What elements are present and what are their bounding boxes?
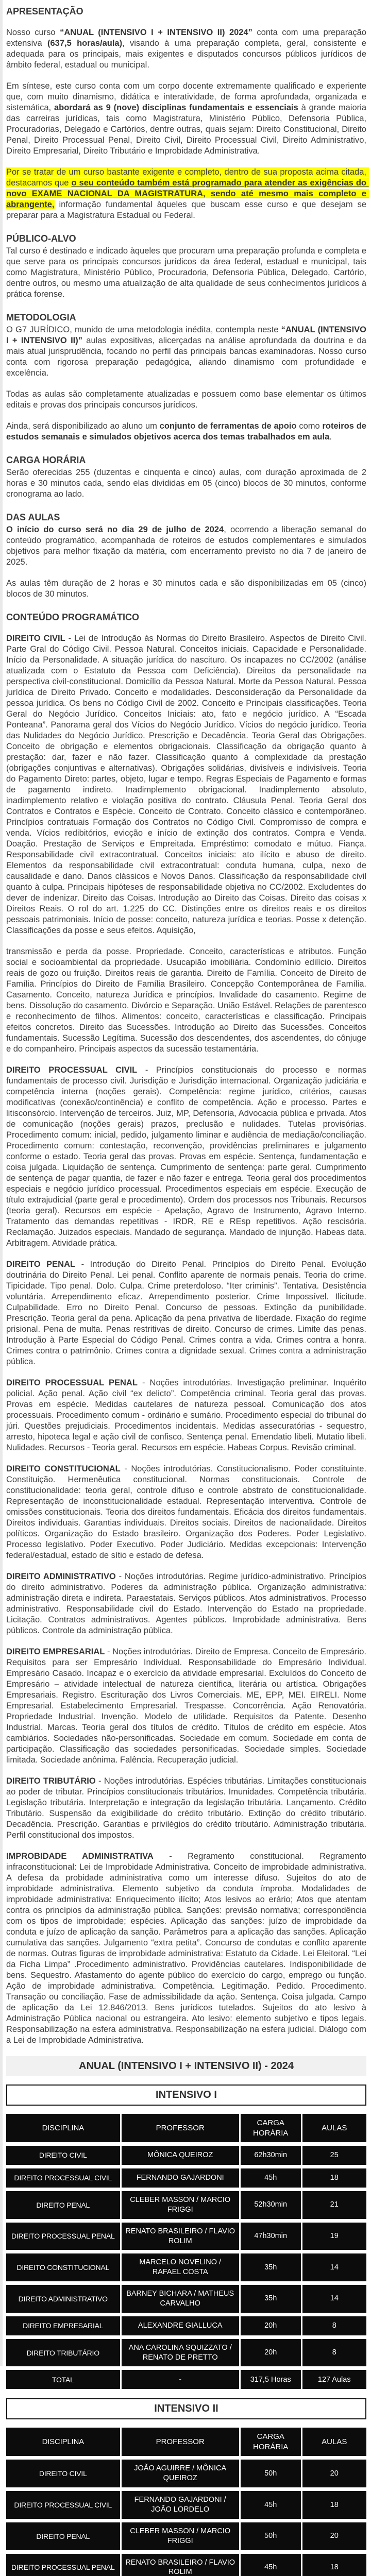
table-cell: 45h: [241, 2554, 301, 2576]
table-cell: 45h: [241, 2168, 301, 2188]
text-run: , ocorrendo a liberação semanal do conteúdo programático, acompanhada de roteiros de estudos complementares e simulados objetivos para melhor fixação da matéria, com encerramento previsto no dia 7 de janeiro de 2025.: [6, 525, 369, 567]
paragraph: [6, 578, 366, 600]
table-cell: JOÃO AGUIRRE / MÔNICA QUEIROZ: [122, 2460, 239, 2487]
paragraph: [6, 1776, 366, 1841]
table-cell: 18: [302, 2491, 366, 2519]
text-run: conjunto de ferramentas de apoio: [160, 421, 297, 431]
table-header-row: [6, 2428, 366, 2456]
section-heading: METODOLOGIA: [6, 312, 366, 323]
column-header: CARGA HORÁRIA: [241, 2114, 301, 2142]
table-cell: DIREITO PROCESSUAL CIVIL: [6, 2168, 120, 2188]
table-cell: 14: [302, 2253, 366, 2281]
table-title-intensivo-1: INTENSIVO I: [6, 2084, 366, 2106]
table-cell: DIREITO CIVIL: [6, 2146, 120, 2165]
table-cell: 21: [302, 2191, 366, 2219]
table-cell: 18: [302, 2168, 366, 2188]
table-cell: 127 Aulas: [302, 2370, 366, 2389]
table-cell: RENATO BRASILEIRO / FLAVIO ROLIM: [122, 2223, 239, 2250]
paragraph: [6, 524, 366, 568]
table-row: [6, 2146, 366, 2165]
table-cell: ALEXANDRE GIALLUCA: [122, 2316, 239, 2335]
table-cell: 35h: [241, 2253, 301, 2281]
table-cell: DIREITO ADMINISTRATIVO: [6, 2285, 120, 2313]
paragraph: [6, 633, 366, 936]
table-cell: FERNANDO GAJARDONI / JOÃO LORDELO: [122, 2491, 239, 2519]
text-run: - Noções introdutórias. Espécies tributárias. Limitações constitucionais ao poder de tributar. Princípios constitucionais tributários. Imunidades. Competência tributária. Legislação tributária. Interpretação e integração da legislação tributária. Lançamento. Crédito Tributário. Suspensão da exigibilidade do crédito tributário. Extinção do crédito tributário. Decadência. Prescrição. Garantias e privilégios do crédito tributário. Administração tributária. Perfil constitucional dos impostos.: [6, 1776, 369, 1840]
section-heading: DAS AULAS: [6, 512, 366, 523]
paragraph: [6, 946, 366, 1055]
paragraph: [6, 27, 366, 71]
paragraph: [6, 167, 366, 221]
table-cell: DIREITO PROCESSUAL PENAL: [6, 2554, 120, 2576]
text-run: O início do curso será no dia 29 de julho de 2024: [6, 525, 224, 534]
text-run: informação fundamental àqueles que buscam esse curso e que desejam se preparar para a Magistratura Estadual ou Federal.: [6, 200, 369, 220]
table-cell: DIREITO EMPRESARIAL: [6, 2316, 120, 2335]
text-run: Tal curso é destinado e indicado àqueles que procuram uma preparação profunda e completa e que serve para os principais concursos jurídicos da área federal, estadual e municipal, tais como Magistratura, Ministério Público, Procuradoria, Defensoria Pública, Delegado, Cartório, dentre outros, ou mesmo uma atualização de alta qualidade de seus conhecimentos jurídicos à prática forense.: [6, 246, 369, 299]
text-run: DIREITO PROCESSUAL CIVIL: [6, 1065, 137, 1075]
paragraph: [6, 467, 366, 500]
table-row: [6, 2491, 366, 2519]
table-cell: 50h: [241, 2460, 301, 2487]
table-cell: 19: [302, 2223, 366, 2250]
text-run: Por se tratar de um curso bastante exigente e completo, dentro de sua proposta acima citada, destacamos que: [6, 167, 369, 188]
table-cell: DIREITO PROCESSUAL PENAL: [6, 2223, 120, 2250]
text-run: Em síntese, este curso conta com um corpo docente extremamente qualificado e experiente que, com muito dinamismo, didática e interatividade, de forma aprofundada, organizada e sistemática,: [6, 81, 369, 112]
text-run: DIREITO EMPRESARIAL: [6, 1647, 105, 1656]
paragraph: [6, 325, 366, 379]
text-run: DIREITO ADMINISTRATIVO: [6, 1572, 116, 1581]
table-row: [6, 2370, 366, 2389]
table-cell: CLEBER MASSON / MARCIO FRIGGI: [122, 2522, 239, 2550]
text-run: DIREITO PROCESSUAL PENAL: [6, 1378, 138, 1387]
column-header: CARGA HORÁRIA: [241, 2428, 301, 2456]
table-cell: DIREITO PENAL: [6, 2191, 120, 2219]
text-run: DIREITO TRIBUTÁRIO: [6, 1776, 96, 1786]
table-cell: DIREITO PENAL: [6, 2522, 120, 2550]
text-run: - Regramento constitucional. Regramento infraconstitucional: Lei de Improbidade Administrativa. Conceito de improbidade administrativa. A defesa da probidade administrativa como um interesse difuso. Sujeitos do ato de improbidade administrativa. Elemento subjetivo da conduta ímproba. Modalidades de improbidade administrativa: Enriquecimento ilícito; Atos lesivos ao erário; Atos que atentam contra os princípios da administração pública. Sanções: previsão normativa; correspondência com os tipos de improbidade; espécies. Aplicação das sanções: juízo de improbidade da conduta e juízo de aplicação da sanção. Parâmetros para a aplicação das sanções. Aplicação cumulativa das sanções. Julgamento “extra petita”. Concurso de condutas e conflito aparente de normas. Outras figuras de improbidade administrativa: Estatuto da Cidade. Lei Eleitoral. “Lei da Ficha Limpa” .Procedimento administrativo. Providências cautelares. Indisponibilidade de bens. Sequestro. Afastamento do agente público do exercício do cargo, emprego ou função. Ação de improbidade administrativa. Competência. Legitimação. Pedido. Procedimento. Transação ou conciliação. Fase de admissibilidade da ação. Sentença. Coisa julgada. Campo de aplicação da Lei 12.846/2013. Bens jurídicos tutelados. Sujeitos do ato lesivo à Administração Pública nacional ou estrangeira. Ato lesivo: elemento subjetivo e tipos legais. Responsabilização na esfera administrativa. Responsabilização na esfera judicial. Diálogo com a Lei de Improbidade Administrativa.: [6, 1852, 369, 2045]
table-title-intensivo-2: INTENSIVO II: [6, 2398, 366, 2419]
text-run: o seu conteúdo também está programado para atender as exigências do novo EXAME NACIONAL DA MAGISTRATURA: [6, 178, 369, 198]
text-run: - Princípios constitucionais do processo e normas fundamentais de processo civil. Jurisdição e Jurisdição internacional. Organização judiciária e competência interna (noções gerais). Competência: regime jurídico, critérios, causas modificativas (conexão/continência) e conflito de competência. Ação e processo. Partes e litisconsórcio. Intervenção de terceiros. Juiz, MP, Defensoria, Advocacia pública e privada. Atos de comunicação (noções gerais) prazos, preclusão e nulidades. Tutelas provisórias. Procedimento comum: inicial, pedido, julgamento liminar e audiência de mediação/conciliação. Procedimento comum: contestação, reconvenção, providências preliminares e julgamento conforme o estado. Teoria geral das provas. Provas em espécie. Sentença, fundamentação e coisa julgada. Liquidação de sentença. Cumprimento de sentença: parte geral. Cumprimento de sentença de pagar quantia, de fazer e não fazer e entrega. Teoria geral dos procedimentos especiais e negócio jurídico processual. Procedimentos especiais em espécie. Execução de título extrajudicial (parte geral e procedimento). Ordem dos processos nos Tribunais. Recursos (teoria geral). Recursos em espécie - Apelação, Agravo de Instrumento, Agravo Interno. Tratamento das demandas repetitivas - IRDR, RE e REsp repetitivos. Ação rescisória. Reclamação. Juizados especiais. Mandado de segurança. Mandado de injunção. Habeas data. Arbitragem. Atividade prática.: [6, 1065, 369, 1248]
section-carga-horaria: [6, 455, 366, 500]
text-run: “ANUAL (INTENSIVO I + INTENSIVO II) 2024”: [60, 28, 252, 37]
table-cell: TOTAL: [6, 2370, 120, 2389]
table-cell: ANA CAROLINA SQUIZZATO / RENATO DE PRETTO: [122, 2339, 239, 2367]
section-heading: CARGA HORÁRIA: [6, 455, 366, 466]
text-run: “ANUAL (INTENSIVO I + INTENSIVO II)”: [6, 325, 369, 345]
table-cell: CLEBER MASSON / MARCIO FRIGGI: [122, 2191, 239, 2219]
paragraph: [6, 1065, 366, 1249]
table-cell: DIREITO TRIBUTÁRIO: [6, 2339, 120, 2367]
table-row: [6, 2191, 366, 2219]
paragraph: [6, 389, 366, 411]
table-cell: 20: [302, 2460, 366, 2487]
text-run: Nosso curso: [6, 28, 60, 37]
table-cell: DIREITO PROCESSUAL CIVIL: [6, 2491, 120, 2519]
table-cell: 18: [302, 2554, 366, 2576]
table-row: [6, 2168, 366, 2188]
column-header: AULAS: [302, 2428, 366, 2456]
text-run: como: [297, 421, 323, 431]
table-cell: 45h: [241, 2491, 301, 2519]
schedule-tables: [6, 2084, 366, 2576]
text-run: - Lei de Introdução às Normas do Direito Brasileiro. Aspectos de Direito Civil. Parte Gral do Código Civil. Pessoa Natural. Conceitos iniciais. Capacidade e Personalidade. Início da Personalidade. A situação jurídica do nascituro. Os incapazes no CC/2002 (análise atualizada com o Estatuto da Pessoa com Deficiência). Direitos da personalidade na perspectiva civil-constitucional. Domicílio da Pessoa Natural. Morte da Pessoa Natural. Pessoa jurídica de Direito Privado. Conceito e modalidades. Desconsideração da Personalidade da pessoa jurídica. Os bens no Código Civil de 2002. Conceito e Principais classificações. Teoria Geral do Negócio Jurídico. Conceitos Iniciais: ato, fato e negócio jurídico. A “Escada Ponteana”. Panorama geral dos Vícios do Negócio Jurídico. Vícios do negócio jurídico. Teoria das Nulidades do Negócio Jurídico. Prescrição e Decadência. Teoria Geral das Obrigações. Conceito de obrigação e elementos obrigacionais. Classificação da obrigação quanto à prestação: dar, fazer e não fazer. Classificação quanto à complexidade da prestação (obrigações conjuntivas e alternativas). Obrigações solidárias, divisíveis e indivisíveis. Teoria do Pagamento Direto: partes, objeto, lugar e tempo. Regras Especiais de Pagamento e formas de pagamento indireto. Inadimplemento obrigacional. Inadimplemento absoluto, inadimplemento relativo e violação positiva do contrato. Cláusula Penal. Teoria Geral dos Contratos e Contratos e Espécie. Conceito de Contrato. Conceito clássico e contemporâneo. Princípios contratuais Formação dos Contratos no Código Civil. Compromisso de compra e venda. Vícios redibitórios, evicção e início de extinção dos contratos. Compra e Venda. Doação. Prestação de Serviços e Empreitada. Empréstimo: comodato e mútuo. Fiança. Responsabilidade civil extracontratual. Conceitos iniciais: ato ilícito e abuso de direito. Elementos da responsabilidade civil extracontratual: conduta humana, culpa, nexo de causalidade e dano. Danos clássicos e Novos Danos. Classificação da responsabilidade civil quanto à culpa. Principais hipóteses de responsabilidade objetiva no CC/2002. Excludentes do dever de indenizar. Direito das Coisas. Introdução ao Direito das Coisas. Direito das coisas x Direitos Reais. O rol do art. 1.225 do CC. Distinções entre os direitos reais e os direitos pessoais patrimoniais. Início de posse: conceito, natureza jurídica e teorias. Posse x detenção. Classificações da posse e seus efeitos. Aquisição,: [6, 634, 369, 935]
text-run: O G7 JURÍDICO, munido de uma metodologia inédita, contempla neste: [6, 325, 281, 334]
text-run: As aulas têm duração de 2 horas e 30 minutos cada e são disponibilizadas em 05 (cinco) blocos de 30 minutos.: [6, 579, 369, 599]
table-cell: DIREITO CONSTITUCIONAL: [6, 2253, 120, 2281]
table-cell: RENATO BRASILEIRO / FLAVIO ROLIM: [122, 2554, 239, 2576]
table-cell: 8: [302, 2339, 366, 2367]
text-run: , visando à uma preparação completa, geral, consistente e adequada para os principais, mais exigentes e disputados concursos públicos jurídicos de âmbito federal, estadual ou municipal.: [6, 39, 369, 70]
column-header: DISCIPLINA: [6, 2114, 120, 2142]
text-run: ,: [203, 189, 211, 198]
table-row: [6, 2522, 366, 2550]
section-das-aulas: [6, 512, 366, 600]
table-cell: 20h: [241, 2316, 301, 2335]
paragraph: [6, 1647, 366, 1766]
section-conteudo-programatico: [6, 612, 366, 2046]
table-cell: 8: [302, 2316, 366, 2335]
paragraph: [6, 1259, 366, 1367]
text-run: DIREITO PENAL: [6, 1260, 75, 1269]
text-run: Todas as aulas são completamente atualizadas e possuem como base elementar os últimos editais e provas dos principais concursos jurídicos.: [6, 389, 369, 410]
paragraph: [6, 1851, 366, 2046]
paragraph: [6, 1378, 366, 1453]
schedule-table-intensivo-2: [6, 2428, 366, 2576]
table-cell: FERNANDO GAJARDONI: [122, 2168, 239, 2188]
text-run: IMPROBIDADE ADMINISTRATIVA: [6, 1852, 154, 1861]
text-run: transmissão e perda da posse. Propriedade. Conceito, características e atributos. Função social e socioambiental da propriedade. Usucapião imobiliária. Condomínio edilício. Direitos reais de gozo ou fruição. Direitos reais de garantia. Direito de Família. Conceito de Direito de Família. Princípios do Direito de Família Brasileiro. Concepção Contemporânea de Família. Casamento. Conceito, natureza Jurídica e princípios. Invalidade do casamento. Regime de bens. Dissolução do casamento. Divórcio e Separação. União Estável. Relações de parentesco e reconhecimento de filhos. Alimentos: conceito, características e classificação. Principais efeitos concretos. Direito das Sucessões. Introdução ao Direito das Sucessões. Conceitos fundamentais. Sucessão Legítima. Sucessão dos descendentes, dos ascendentes, do cônjuge e do companheiro. Principais aspectos da sucessão testamentária.: [6, 947, 369, 1054]
table-row: [6, 2554, 366, 2576]
text-run: Ainda, será disponibilizado ao aluno um: [6, 421, 160, 431]
course-sections: [6, 6, 366, 2046]
text-run: DIREITO CONSTITUCIONAL: [6, 1464, 121, 1473]
table-cell: BARNEY BICHARA / MATHEUS CARVALHO: [122, 2285, 239, 2313]
table-cell: -: [122, 2370, 239, 2389]
text-run: - Noções introdutórias. Constitucionalismo. Poder constituinte. Constituição. Hermenêutica constitucional. Normas constitucionais. Controle de constitucionalidade: teoria geral, controle difuso e controle abstrato de constitucionalidade. Representação de inconstitucionalidade estadual. Representação interventiva. Controle de omissões constitucionais. Teoria dos direitos fundamentais. Eficácia dos direitos fundamentais. Direitos individuais. Garantias individuais. Direitos sociais. Direitos de nacionalidade. Direitos políticos. Organização do Estado brasileiro. Organização dos Poderes. Poder Legislativo. Processo legislativo. Poder Executivo. Poder Judiciário. Medidas excepcionais: Intervenção federal/estadual, estado de sítio e estado de defesa.: [6, 1464, 369, 1560]
text-run: - Noções introdutórias. Direito de Empresa. Conceito de Empresário. Requisitos para ser Empresário Individual. Responsabilidade do Empresário Individual. Empresário Casado. Incapaz e o exercício da atividade empresarial. Excluídos do Conceito de Empresário – atividade intelectual de natureza científica, literária ou artística. Obrigações Empresariais. Registro. Escrituração dos Livros Comerciais. ME, EPP, MEI. EIRELI. Nome Empresarial. Estabelecimento Empresarial. Trespasse. Concorrência. Ação Renovatória. Propriedade Industrial. Invenção. Modelo de utilidade. Requisitos da Patente. Desenho Industrial. Marcas. Teoria geral dos títulos de crédito. Títulos de crédito em espécie. Atos cambiários. Sociedades não-personificadas. Sociedade em comum. Sociedade em conta de participação. Classificação das sociedades personificadas. Sociedade simples. Sociedade limitada. Sociedade anônima. Falência. Recuperação judicial.: [6, 1647, 369, 1765]
text-run: (637,5 horas/aula): [47, 39, 122, 48]
table-cell: MARCELO NOVELINO / RAFAEL COSTA: [122, 2253, 239, 2281]
column-header: DISCIPLINA: [6, 2428, 120, 2456]
section-apresentacao: [6, 6, 366, 221]
paragraph: [6, 81, 366, 157]
table-cell: 47h30min: [241, 2223, 301, 2250]
section-heading: CONTEÚDO PROGRAMÁTICO: [6, 612, 366, 623]
section-metodologia: [6, 312, 366, 443]
table-cell: 52h30min: [241, 2191, 301, 2219]
column-header: AULAS: [302, 2114, 366, 2142]
text-run: - Introdução do Direito Penal. Princípios do Direito Penal. Evolução doutrinária do Direito Penal. Lei penal. Conflito aparente de normais penais. Teoria do crime. Tipicidade. Tipo penal. Dolo. Culpa. Crime preterdoloso. “Iter criminis”. Tentativa. Desistência voluntária. Arrependimento eficaz. Arrependimento posterior. Crime Impossível. Ilicitude. Culpabilidade. Erro no Direito Penal. Concurso de pessoas. Extinção da punibilidade. Prescrição. Teoria geral da pena. Aplicação da pena privativa de liberdade. Fixação do regime prisional. Pena de multa. Penas restritivas de direito. Concurso de crimes. Limite das penas. Introdução à Parte Especial do Código Penal. Crimes contra a vida. Crimes contra a honra. Crimes contra o patrimônio. Crimes contra a dignidade sexual. Crimes contra a administração pública.: [6, 1260, 369, 1366]
table-row: [6, 2223, 366, 2250]
text-run: sendo até mesmo mais completo e abrangente: [6, 189, 369, 209]
text-run: roteiros de estudos semanais e simulados objetivos acerca dos temas trabalhados em aula: [6, 421, 369, 442]
text-run: aulas expositivas, alicerçadas na análise aprofundada da doutrina e da mais atual jurisprudência, focando no perfil das principais bancas examinadoras. Nosso curso conta com rigorosa preparação pedagógica, aliando dinamismo com profundidade e excelência.: [6, 336, 369, 378]
section-publico-alvo: [6, 233, 366, 300]
text-run: à grande maioria das carreiras jurídicas, tais como Magistratura, Ministério Público, Defensoria Pública, Procuradorias, Delegado e Cartórios, dentre outras, quais sejam: Direito Constitucional, Direito Penal, Direito Processual Penal, Direito Civil, Direito Processual Civil, Direito Administrativo, Direito Empresarial, Direito Tributário e Improbidade Administrativa.: [6, 103, 369, 156]
table-row: [6, 2339, 366, 2367]
text-run: ,: [52, 200, 55, 209]
text-run: - Noções introdutórias. Regime jurídico-administrativo. Princípios do direito administrativo. Poderes da administração pública. Organização administrativa: administração direta e indireta. Paraestatais. Serviços públicos. Atos administrativos. Processo administrativo. Responsabilidade civil do Estado. Intervenção do Estado na propriedade. Licitação. Contratos administrativos. Agentes públicos. Improbidade administrativa. Bens públicos. Controle da administração pública.: [6, 1572, 369, 1635]
table-row: [6, 2316, 366, 2335]
section-heading: APRESENTAÇÃO: [6, 6, 366, 17]
table-cell: 20: [302, 2522, 366, 2550]
text-run: conta com uma preparação extensiva: [6, 28, 369, 48]
paragraph: [6, 246, 366, 300]
text-run: Serão oferecidas 255 (duzentas e cinquenta e cinco) aulas, com duração aproximada de 2 horas e 30 minutos cada, sendo elas divididas em 05 (cinco) blocos de 30 minutos, conforme cronograma ao lado.: [6, 468, 369, 499]
text-run: .: [329, 432, 332, 442]
section-heading: PÚBLICO-ALVO: [6, 233, 366, 244]
table-cell: 62h30min: [241, 2146, 301, 2165]
text-run: abordará as 9 (nove) disciplinas fundamentais e essenciais: [54, 103, 298, 112]
paragraph: [6, 1571, 366, 1636]
paragraph: [6, 421, 366, 443]
table-row: [6, 2285, 366, 2313]
table-cell: 14: [302, 2285, 366, 2313]
table-cell: MÔNICA QUEIROZ: [122, 2146, 239, 2165]
table-cell: DIREITO CIVIL: [6, 2460, 120, 2487]
text-run: DIREITO CIVIL: [6, 634, 65, 643]
schedule-table-intensivo-1: [6, 2114, 366, 2389]
table-row: [6, 2253, 366, 2281]
table-header-row: [6, 2114, 366, 2142]
table-cell: 20h: [241, 2339, 301, 2367]
column-header: PROFESSOR: [122, 2114, 239, 2142]
column-header: PROFESSOR: [122, 2428, 239, 2456]
text-run: - Noções introdutórias. Investigação preliminar. Inquérito policial. Ação penal. Ação civil “ex delicto”. Competência criminal. Teoria geral das provas. Provas em espécie. Medidas cautelares de natureza pessoal. Comunicação dos atos processuais. Procedimento comum - ordinário e sumário. Procedimento especial do tribunal do júri. Questões prejudiciais. Procedimentos incidentais. Medidas assecuratórias - sequestro, arresto, hipoteca legal e ação civil de confisco. Sentença penal. Emendatio libeli. Mutatio libeli. Nulidades. Recursos - Teoria geral. Recursos em espécie. Habeas Corpus. Revisão criminal.: [6, 1378, 369, 1452]
annual-banner: ANUAL (INTENSIVO I + INTENSIVO II) - 2024: [6, 2056, 366, 2076]
page-left-border: [0, 0, 3, 2366]
table-cell: 317,5 Horas: [241, 2370, 301, 2389]
table-row: [6, 2460, 366, 2487]
table-cell: 50h: [241, 2522, 301, 2550]
table-cell: 35h: [241, 2285, 301, 2313]
table-cell: 25: [302, 2146, 366, 2165]
paragraph: [6, 1464, 366, 1561]
